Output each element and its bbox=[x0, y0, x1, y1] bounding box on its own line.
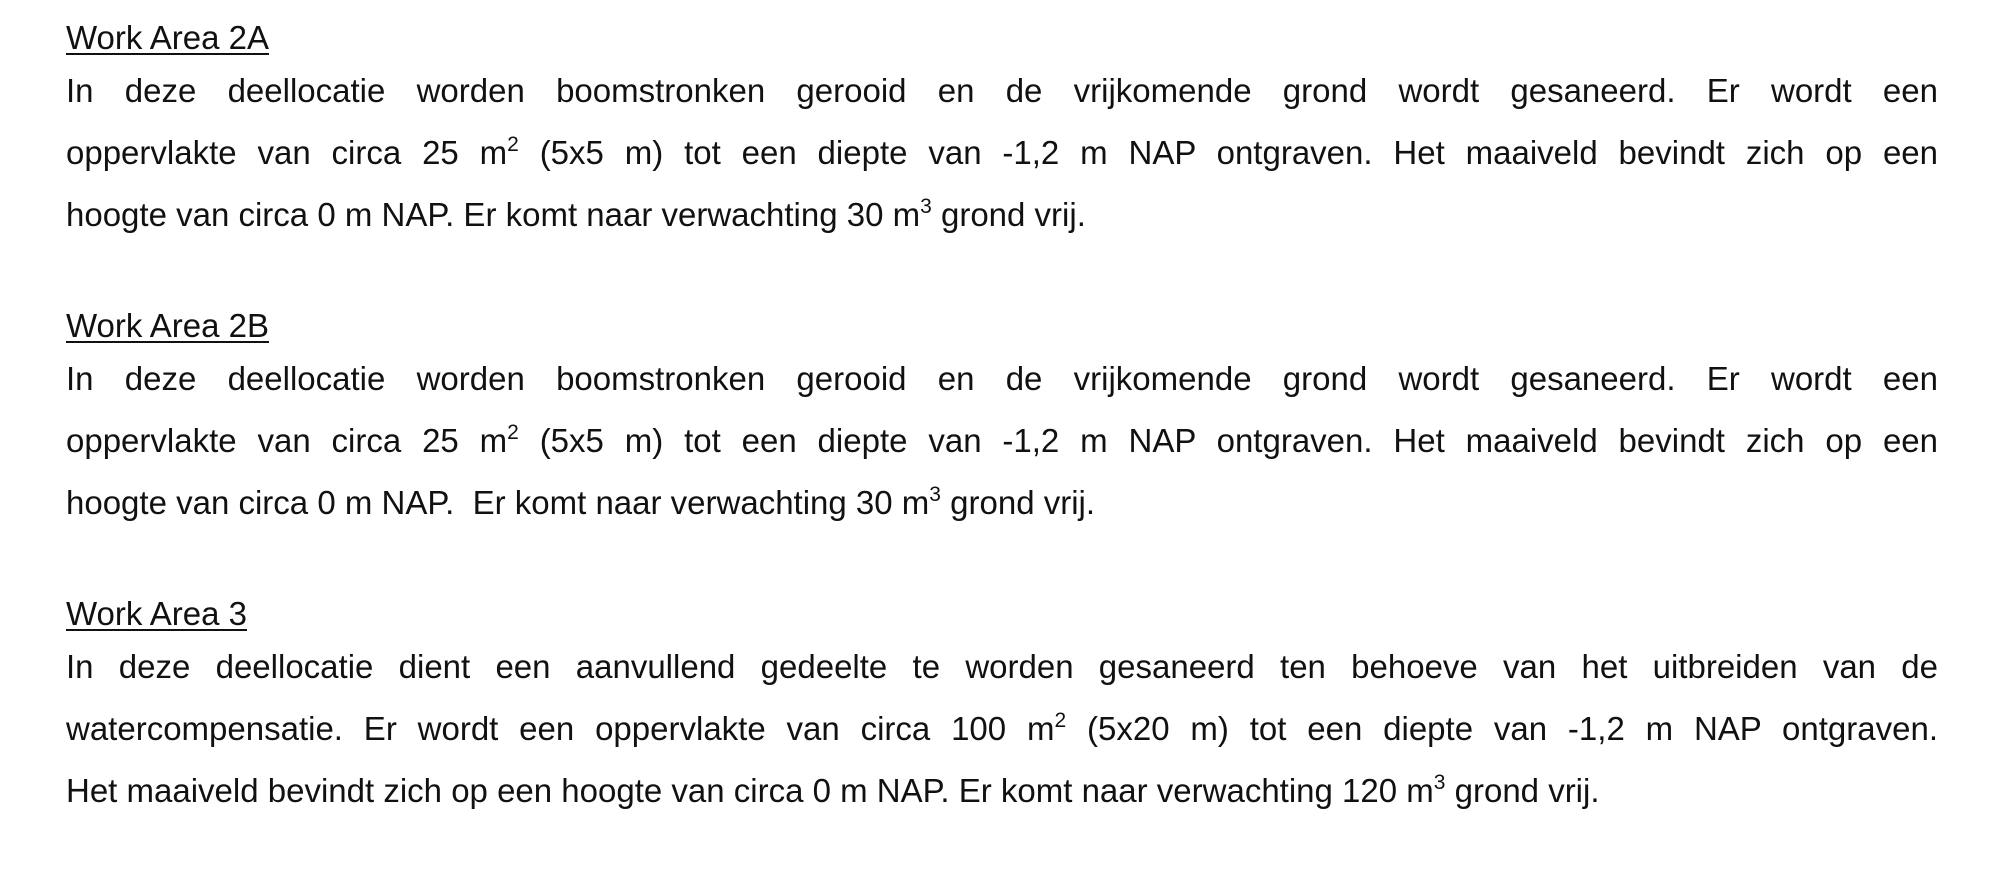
superscript: 2 bbox=[1054, 709, 1067, 732]
paragraph-line: In deze deellocatie dient een aanvullend gedeelte te worden gesaneerd ten behoeve van het uitbreiden van de bbox=[66, 648, 1938, 685]
superscript: 2 bbox=[507, 133, 519, 156]
superscript: 2 bbox=[507, 421, 519, 444]
section-paragraph bbox=[66, 60, 1938, 246]
section-work-area-2a bbox=[66, 18, 1938, 246]
paragraph-line: oppervlakte van circa 25 $m^2$ (5x5 m) tot een diepte van -1,2 m NAP ontgraven. Het maaiveld bevindt zich op een bbox=[66, 133, 1938, 171]
superscript: 3 bbox=[1433, 771, 1446, 794]
paragraph-line: In deze deellocatie worden boomstronken gerooid en de vrijkomende grond wordt gesaneerd. Er wordt een bbox=[66, 72, 1938, 109]
paragraph-line: hoogte van circa 0 m NAP. Er komt naar verwachting 30 $m^3$ grond vrij. bbox=[66, 195, 1086, 233]
paragraph-line: oppervlakte van circa 25 $m^2$ (5x5 m) tot een diepte van -1,2 m NAP ontgraven. Het maaiveld bevindt zich op een bbox=[66, 421, 1938, 459]
section-heading: Work Area 2A bbox=[66, 19, 269, 56]
superscript: 3 bbox=[920, 195, 932, 218]
section-work-area-2b bbox=[66, 306, 1938, 534]
section-paragraph bbox=[66, 348, 1938, 534]
paragraph-line: Het maaiveld bevindt zich op een hoogte van circa 0 m NAP. Er komt naar verwachting 120 $m^3$ grond vrij. bbox=[66, 771, 1600, 809]
paragraph-line: hoogte van circa 0 m NAP. Er komt naar verwachting 30 $m^3$ grond vrij. bbox=[66, 483, 1096, 521]
document-page bbox=[66, 18, 1938, 882]
section-heading: Work Area 2B bbox=[66, 307, 269, 344]
section-paragraph bbox=[66, 636, 1938, 822]
section-heading: Work Area 3 bbox=[66, 595, 247, 632]
paragraph-line: In deze deellocatie worden boomstronken gerooid en de vrijkomende grond wordt gesaneerd. Er wordt een bbox=[66, 360, 1938, 397]
section-work-area-3 bbox=[66, 594, 1938, 822]
superscript: 3 bbox=[929, 483, 941, 506]
paragraph-line: watercompensatie. Er wordt een oppervlakte van circa 100 $m^2$ (5x20 m) tot een diepte van -1,2 m NAP ontgraven. bbox=[66, 709, 1939, 747]
